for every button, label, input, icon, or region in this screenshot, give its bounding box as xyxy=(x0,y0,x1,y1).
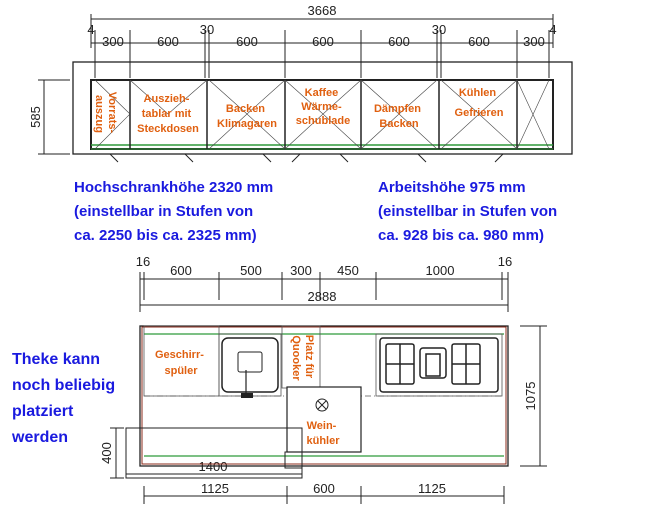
lower-seg-3: 1125 xyxy=(418,481,446,496)
module-label-oven: Backen Klimagaren xyxy=(217,103,277,130)
module-label-coffee: Kaffee Wärme- schublade xyxy=(295,87,351,127)
top-overall-dim: 3668 xyxy=(307,3,337,18)
label-dishwasher: Geschirr- spüler xyxy=(155,349,204,377)
top-seg-6: 600 xyxy=(468,34,490,49)
counter-width-dim: 1400 xyxy=(198,459,228,474)
counter-depth-dim: 400 xyxy=(99,442,114,464)
top-height-dim: 585 xyxy=(28,106,43,128)
bottom-overall-dim: 2888 xyxy=(307,289,337,304)
bottom-seg-1: 600 xyxy=(170,263,192,278)
label-quooker: Platz für Quooker xyxy=(290,334,315,381)
bottom-edge-right-dim: 16 xyxy=(497,254,513,269)
top-seg-4: 600 xyxy=(312,34,334,49)
top-seg-7: 300 xyxy=(523,34,545,49)
note-work-height: Arbeitshöhe 975 mm (einstellbar in Stufen von ca. 928 bis ca. 980 mm) xyxy=(378,179,558,244)
module-label-pullout: Vorrats- auszug xyxy=(93,91,118,134)
bottom-depth-dim: 1075 xyxy=(523,381,538,411)
top-seg-5: 600 xyxy=(388,34,410,49)
bottom-seg-2: 500 xyxy=(240,263,262,278)
top-edge-left-dim: 4 xyxy=(87,22,95,37)
top-gap-right-dim: 30 xyxy=(431,22,447,37)
bottom-seg-5: 1000 xyxy=(425,263,455,278)
bottom-edge-left-dim: 16 xyxy=(135,254,151,269)
lower-seg-2: 600 xyxy=(313,481,335,496)
top-edge-right-dim: 4 xyxy=(549,22,557,37)
top-seg-3: 600 xyxy=(236,34,258,49)
module-label-fridge: Kühlen Gefrieren xyxy=(454,87,504,119)
note-tall-unit: Hochschrankhöhe 2320 mm (einstellbar in Stufen von ca. 2250 bis ca. 2325 mm) xyxy=(74,179,274,244)
lower-seg-1: 1125 xyxy=(201,481,229,496)
module-label-shelf: Auszieh- tablar mit Steckdosen xyxy=(137,93,199,135)
label-wine-cooler: Wein- kühler xyxy=(306,420,340,447)
bottom-seg-4: 450 xyxy=(337,263,359,278)
module-label-steam: Dämpfen Backen xyxy=(373,103,421,130)
top-seg-1: 300 xyxy=(102,34,124,49)
top-gap-left-dim: 30 xyxy=(199,22,215,37)
bottom-seg-3: 300 xyxy=(290,263,312,278)
note-island: Theke kann noch beliebig platziert werden xyxy=(12,351,116,446)
top-seg-2: 600 xyxy=(157,34,179,49)
